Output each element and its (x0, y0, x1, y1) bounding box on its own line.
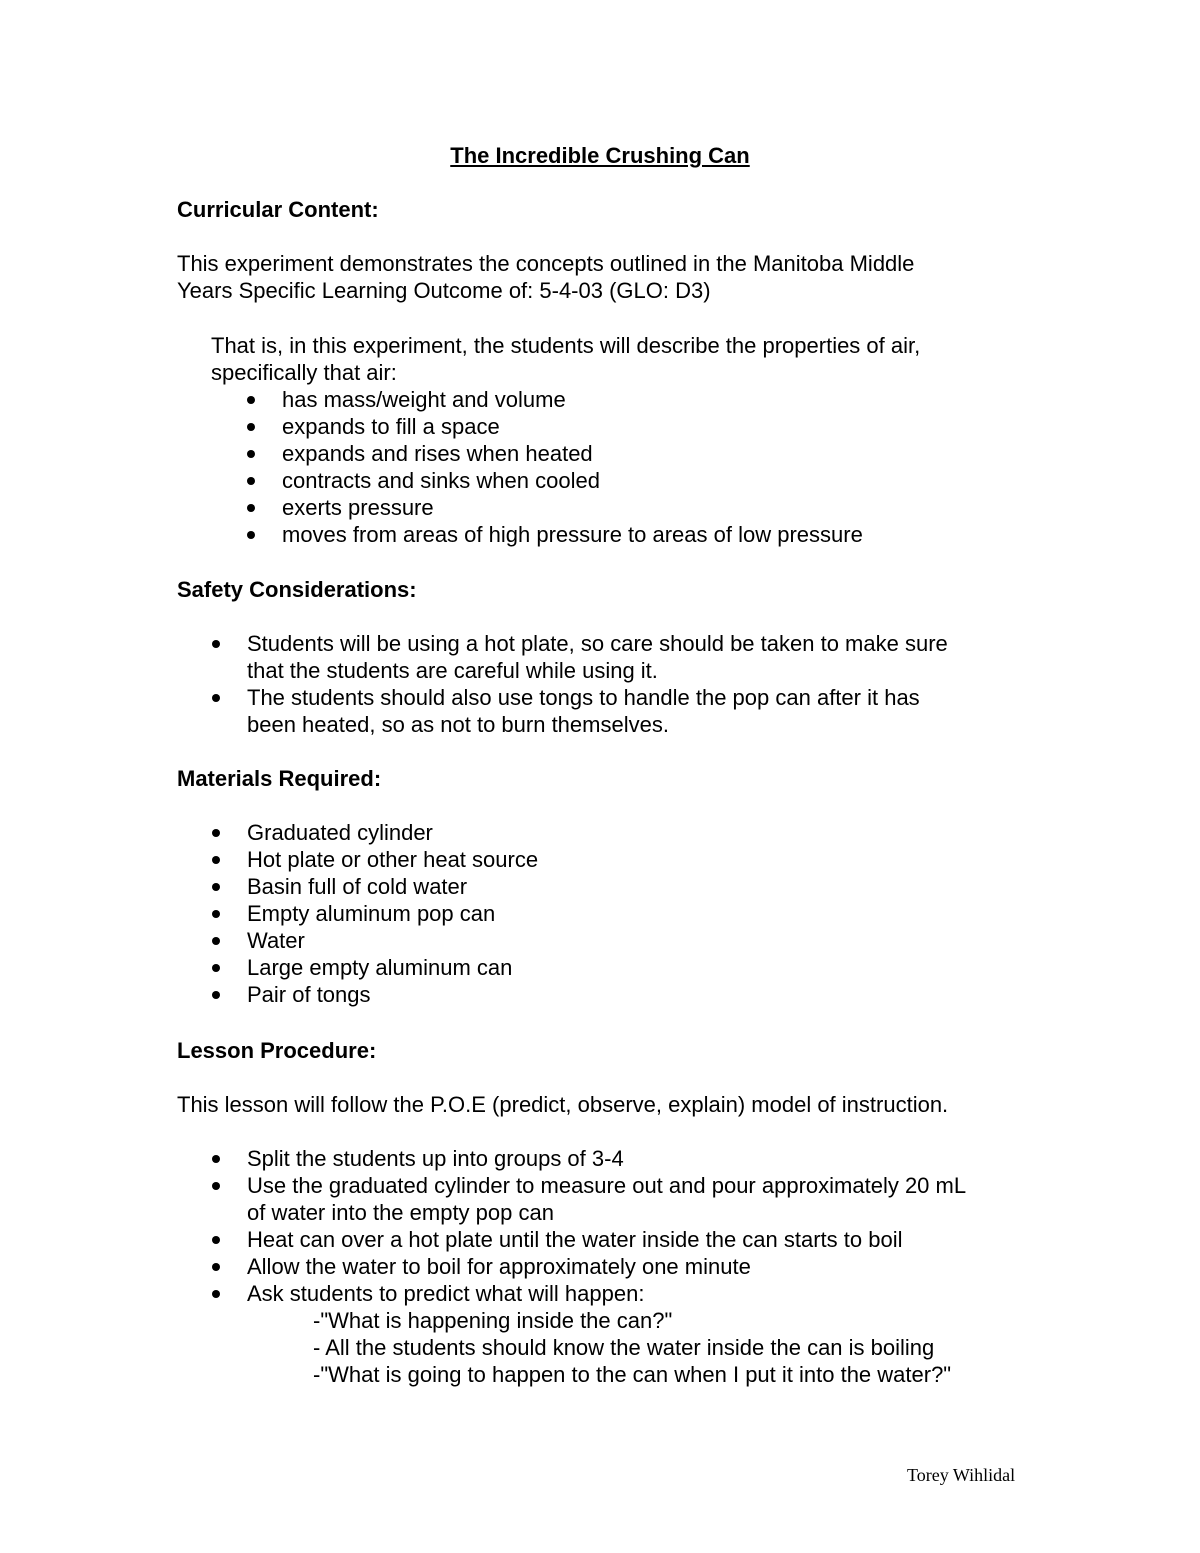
bullet-icon (212, 991, 220, 999)
curricular-that-is (211, 332, 1031, 386)
safety-heading: Safety Considerations: (177, 577, 417, 602)
curricular-intro (177, 250, 1057, 304)
bullet-icon (212, 856, 220, 864)
list-item: Pair of tongs (212, 981, 538, 1008)
sub-point: - All the students should know the water inside the can is boiling (313, 1335, 935, 1360)
procedure-heading: Lesson Procedure: (177, 1038, 377, 1063)
list-item: Large empty aluminum can (212, 954, 538, 981)
air-properties-list (247, 386, 863, 548)
procedure-sub-points (313, 1307, 951, 1388)
procedure-steps-list (212, 1145, 966, 1307)
bullet-icon (212, 883, 220, 891)
safety-list (212, 630, 948, 738)
list-item: exerts pressure (247, 494, 863, 521)
list-item: expands and rises when heated (247, 440, 863, 467)
bullet-icon (212, 964, 220, 972)
list-item: Graduated cylinder (212, 819, 538, 846)
sub-point: -"What is going to happen to the can when I put it into the water?" (313, 1362, 952, 1387)
list-item: Ask students to predict what will happen: (212, 1280, 966, 1307)
bullet-icon (212, 910, 220, 918)
document-title: The Incredible Crushing Can (450, 143, 750, 168)
bullet-icon (212, 937, 220, 945)
list-item: contracts and sinks when cooled (247, 467, 863, 494)
bullet-icon (247, 423, 255, 431)
bullet-icon (212, 1155, 220, 1163)
list-item: Hot plate or other heat source (212, 846, 538, 873)
curricular-intro-line: This experiment demonstrates the concepts outlined in the Manitoba Middle (177, 251, 915, 276)
list-item: expands to fill a space (247, 413, 863, 440)
that-is-line: That is, in this experiment, the students will describe the properties of air, (211, 333, 921, 358)
bullet-icon (247, 450, 255, 458)
list-item: Basin full of cold water (212, 873, 538, 900)
bullet-icon (247, 504, 255, 512)
author-footer: Torey Wihlidal (907, 1465, 1016, 1485)
list-item: Students will be using a hot plate, so care should be taken to make sure that the students are careful while using it. (212, 630, 948, 684)
list-item: Split the students up into groups of 3-4 (212, 1145, 966, 1172)
list-item: has mass/weight and volume (247, 386, 863, 413)
list-item: Use the graduated cylinder to measure out and pour approximately 20 mL of water into the empty pop can (212, 1172, 966, 1226)
materials-heading: Materials Required: (177, 766, 382, 791)
bullet-icon (212, 1182, 220, 1190)
sub-point: -"What is happening inside the can?" (313, 1308, 673, 1333)
materials-list (212, 819, 538, 1008)
bullet-icon (212, 1290, 220, 1298)
list-item: Heat can over a hot plate until the water inside the can starts to boil (212, 1226, 966, 1253)
list-item: Water (212, 927, 538, 954)
procedure-intro: This lesson will follow the P.O.E (predict, observe, explain) model of instruction. (177, 1092, 949, 1117)
that-is-line: specifically that air: (211, 360, 397, 385)
bullet-icon (247, 531, 255, 539)
bullet-icon (212, 1236, 220, 1244)
bullet-icon (247, 477, 255, 485)
list-item: Empty aluminum pop can (212, 900, 538, 927)
bullet-icon (212, 640, 220, 648)
list-item: Allow the water to boil for approximately one minute (212, 1253, 966, 1280)
curricular-intro-line: Years Specific Learning Outcome of: 5-4-03 (GLO: D3) (177, 278, 711, 303)
bullet-icon (247, 396, 255, 404)
bullet-icon (212, 829, 220, 837)
curricular-content-heading: Curricular Content: (177, 197, 379, 222)
list-item: moves from areas of high pressure to areas of low pressure (247, 521, 863, 548)
bullet-icon (212, 694, 220, 702)
list-item: The students should also use tongs to handle the pop can after it has been heated, so as not to burn themselves. (212, 684, 948, 738)
bullet-icon (212, 1263, 220, 1271)
